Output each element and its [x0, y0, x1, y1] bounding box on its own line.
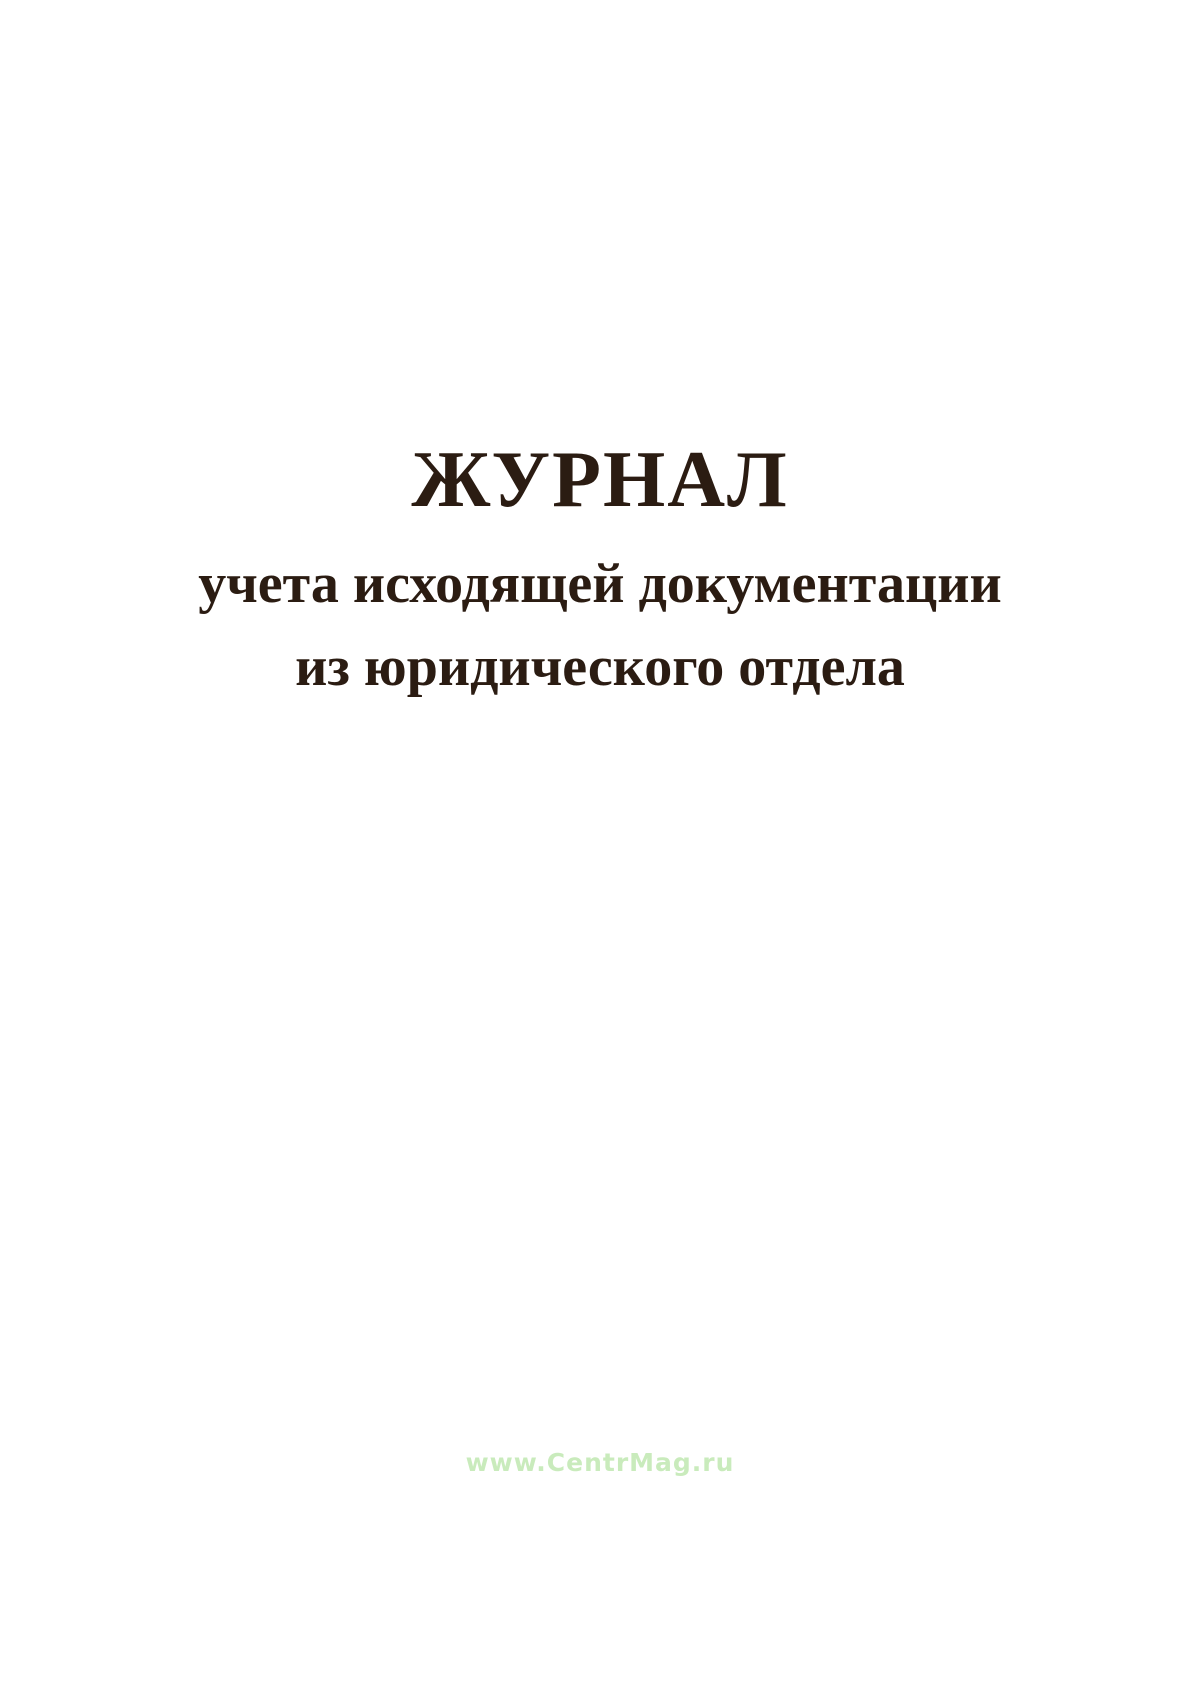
journal-title: ЖУРНАЛ: [411, 436, 789, 524]
site-watermark: www.CentrMag.ru: [465, 1448, 735, 1477]
journal-subtitle: [0, 543, 1200, 709]
journal-subtitle-line-1: учета исходящей документации: [198, 553, 1002, 615]
journal-subtitle-line-2: из юридического отдела: [295, 636, 905, 698]
